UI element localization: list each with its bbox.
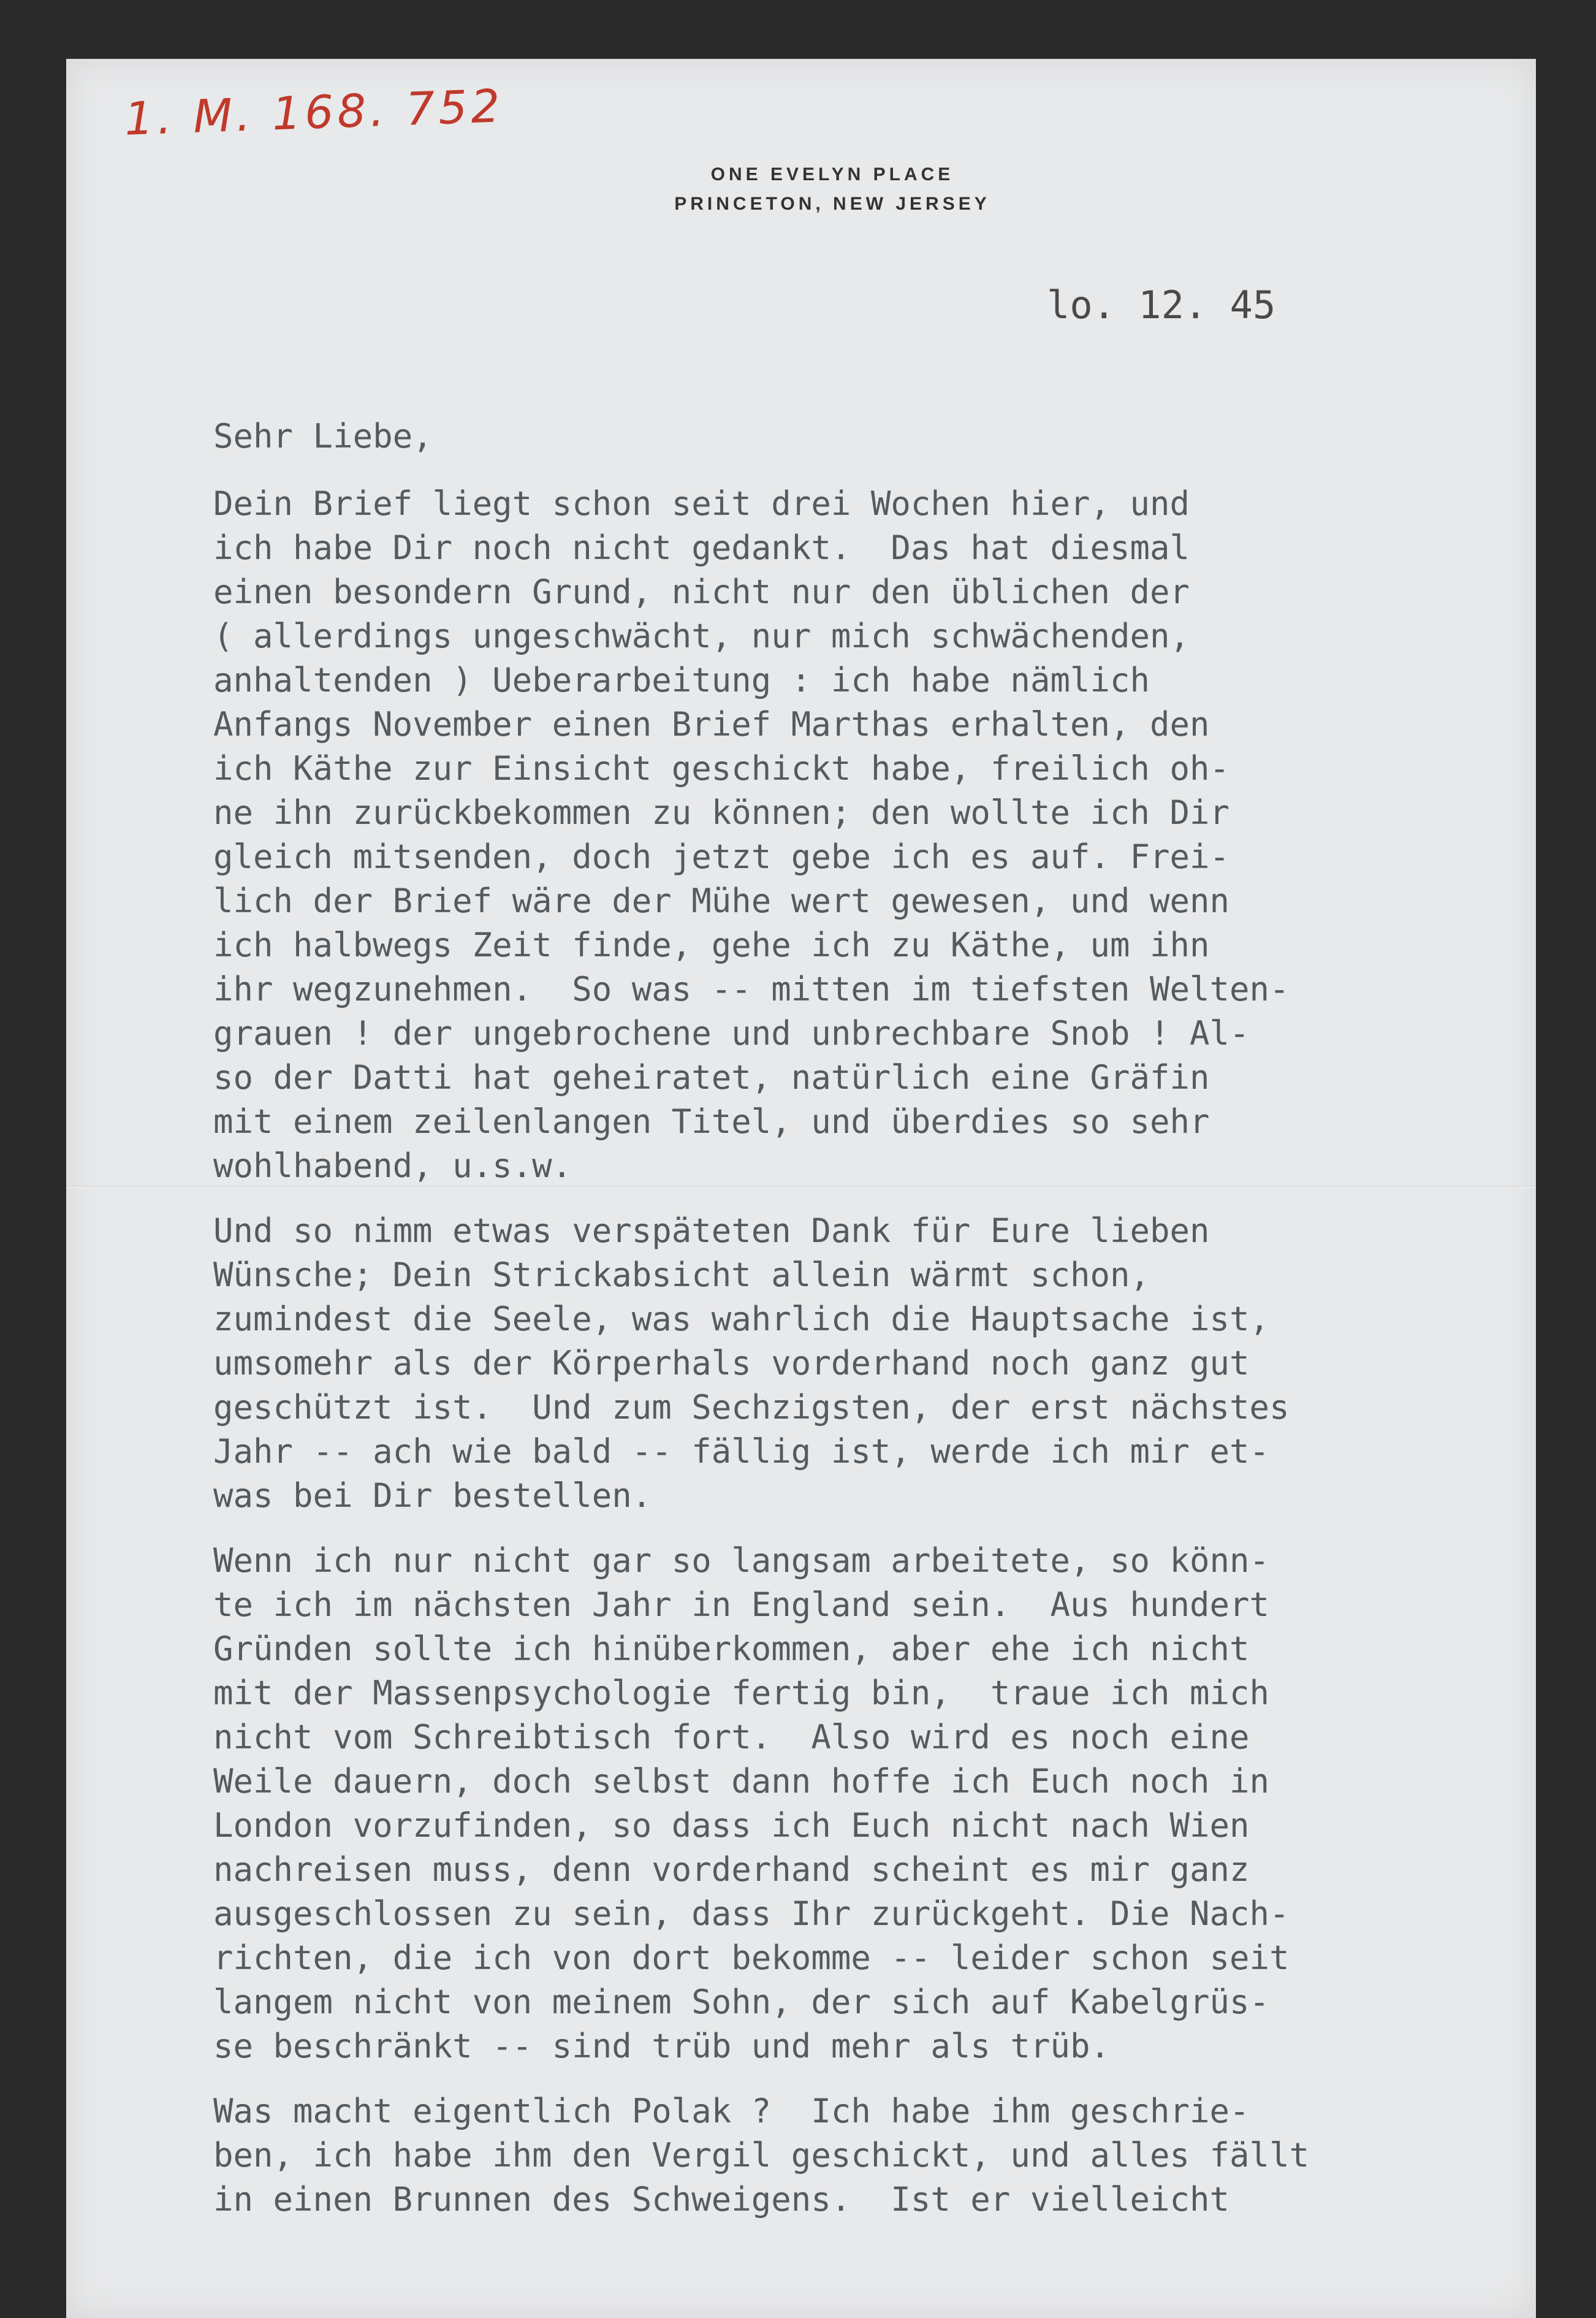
text-line: umsomehr als der Körperhals vorderhand noch ganz gut [213, 1344, 1250, 1382]
text-line: ausgeschlossen zu sein, dass Ihr zurückgeht. Die Nach- [213, 1894, 1290, 1933]
paragraphs [213, 482, 1519, 2222]
text-line: zumindest die Seele, was wahrlich die Hauptsache ist, [213, 1300, 1270, 1338]
text-line: Und so nimm etwas verspäteten Dank für Eure lieben [213, 1211, 1210, 1250]
paragraph [213, 2089, 1519, 2222]
text-line: in einen Brunnen des Schweigens. Ist er vielleicht [213, 2180, 1230, 2219]
text-line: Jahr -- ach wie bald -- fällig ist, werde ich mir et- [213, 1432, 1270, 1471]
text-line: Wenn ich nur nicht gar so langsam arbeitete, so könn- [213, 1541, 1270, 1580]
text-line: Gründen sollte ich hinüberkommen, aber ehe ich nicht [213, 1630, 1250, 1668]
text-line: wohlhabend, u.s.w. [213, 1146, 572, 1185]
text-line: se beschränkt -- sind trüb und mehr als trüb. [213, 2027, 1110, 2065]
archive-number: 1. M. 168. 752 [123, 80, 504, 146]
letterhead [557, 160, 1108, 219]
paragraph [213, 1539, 1519, 2068]
text-line: London vorzufinden, so dass ich Euch nicht nach Wien [213, 1806, 1250, 1845]
text-line: Was macht eigentlich Polak ? Ich habe ihm geschrie- [213, 2092, 1250, 2130]
text-line: ich halbwegs Zeit finde, gehe ich zu Käthe, um ihn [213, 926, 1210, 964]
letter-date: lo. 12. 45 [1047, 283, 1276, 327]
text-line: geschützt ist. Und zum Sechzigsten, der erst nächstes [213, 1388, 1290, 1427]
text-line: langem nicht von meinem Sohn, der sich auf Kabelgrüs- [213, 1983, 1270, 2021]
text-line: ihr wegzunehmen. So was -- mitten im tiefsten Welten- [213, 970, 1290, 1008]
salutation: Sehr Liebe, [213, 417, 433, 456]
text-line: was bei Dir bestellen. [213, 1476, 652, 1515]
text-line: ich Käthe zur Einsicht geschickt habe, freilich oh- [213, 749, 1230, 788]
text-line: mit der Massenpsychologie fertig bin, traue ich mich [213, 1674, 1270, 1712]
text-line: richten, die ich von dort bekomme -- leider schon seit [213, 1939, 1290, 1977]
letterhead-address: ONE EVELYN PLACE [710, 164, 954, 185]
text-line: einen besondern Grund, nicht nur den üblichen der [213, 573, 1190, 611]
text-line: lich der Brief wäre der Mühe wert gewesen, und wenn [213, 882, 1230, 920]
text-line: gleich mitsenden, doch jetzt gebe ich es auf. Frei- [213, 837, 1230, 876]
text-line: nachreisen muss, denn vorderhand scheint es mir ganz [213, 1850, 1250, 1889]
text-line: so der Datti hat geheiratet, natürlich eine Gräfin [213, 1058, 1210, 1097]
text-line: ich habe Dir noch nicht gedankt. Das hat diesmal [213, 528, 1190, 567]
text-line: Dein Brief liegt schon seit drei Wochen hier, und [213, 484, 1190, 523]
text-line: ne ihn zurückbekommen zu können; den wollte ich Dir [213, 793, 1230, 832]
paragraph [213, 482, 1519, 1188]
text-line: Wünsche; Dein Strickabsicht allein wärmt schon, [213, 1256, 1150, 1294]
text-line: Weile dauern, doch selbst dann hoffe ich Euch noch in [213, 1762, 1270, 1801]
text-line: Anfangs November einen Brief Marthas erhalten, den [213, 705, 1210, 744]
text-line: anhaltenden ) Ueberarbeitung : ich habe nämlich [213, 661, 1150, 700]
letter-sheet [66, 59, 1536, 2318]
text-line: ben, ich habe ihm den Vergil geschickt, und alles fällt [213, 2136, 1310, 2175]
text-line: nicht vom Schreibtisch fort. Also wird es noch eine [213, 1718, 1250, 1756]
paragraph [213, 1209, 1519, 1518]
text-line: mit einem zeilenlangen Titel, und überdies so sehr [213, 1102, 1210, 1141]
letter-body [213, 414, 1519, 2243]
text-line: te ich im nächsten Jahr in England sein. Aus hundert [213, 1585, 1270, 1624]
text-line: grauen ! der ungebrochene und unbrechbare Snob ! Al- [213, 1014, 1250, 1053]
text-line: ( allerdings ungeschwächt, nur mich schwächenden, [213, 617, 1190, 655]
letterhead-city: PRINCETON, NEW JERSEY [674, 194, 990, 214]
